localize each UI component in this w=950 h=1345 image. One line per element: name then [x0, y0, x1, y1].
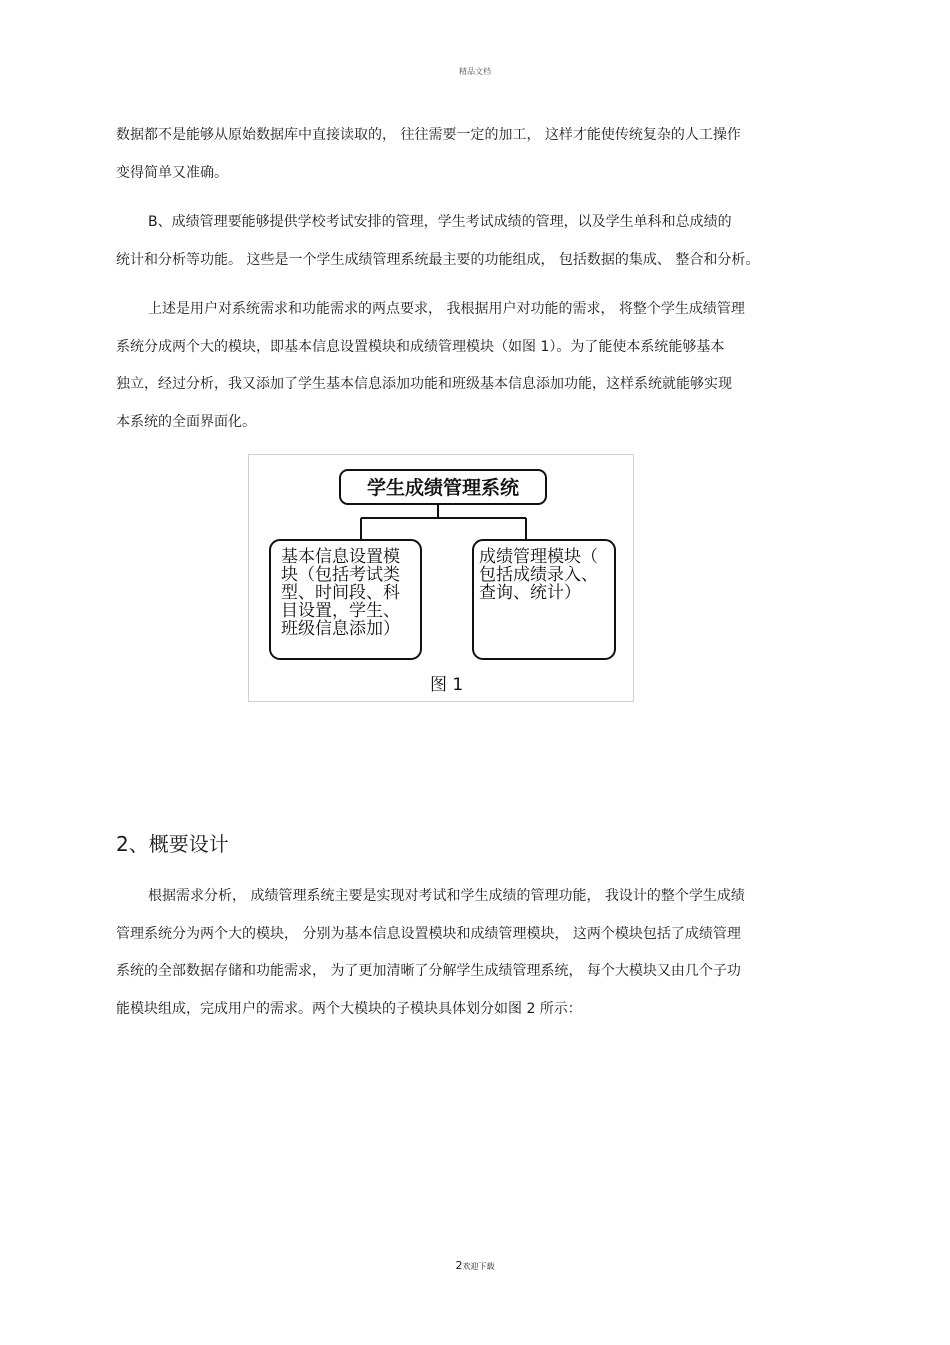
figure-1-diagram	[248, 454, 634, 702]
text-line: 本系统的全面界面化。	[116, 414, 256, 430]
text-line: 变得简单又准确。	[116, 165, 228, 181]
right-module-line: 包括成绩录入、	[479, 565, 598, 585]
text-line: 系统分成两个大的模块，即基本信息设置模块和成绩管理模块（如图 1）。为了能使本系统能够基本	[116, 339, 725, 355]
text-line: 数据都不是能够从原始数据库中直接读取的， 往往需要一定的加工， 这样才能使传统复杂的人工操作	[116, 127, 741, 143]
text-line: 能模块组成，完成用户的需求。两个大模块的子模块具体划分如图 2 所示：	[116, 1001, 582, 1017]
footer-text: 欢迎下载	[462, 1262, 495, 1271]
text-line: 根据需求分析， 成绩管理系统主要是实现对考试和学生成绩的管理功能， 我设计的整个学生成绩	[148, 888, 745, 904]
right-module-line: 查询、统计）	[479, 583, 581, 603]
text-line: 独立，经过分析，我又添加了学生基本信息添加功能和班级基本信息添加功能，这样系统就能够实现	[116, 376, 732, 392]
page-footer	[0, 1259, 950, 1272]
page-header: 精品文档	[459, 67, 491, 76]
left-module-line: 班级信息添加）	[281, 619, 400, 639]
left-module-line: 块（包括考试类	[281, 565, 400, 585]
figure-caption: 图 1	[430, 675, 464, 695]
left-module-line: 目设置，学生、	[281, 601, 400, 621]
text-line: 上述是用户对系统需求和功能需求的两点要求， 我根据用户对功能的需求， 将整个学生成绩管理	[148, 301, 745, 317]
page-number: 2	[455, 1259, 463, 1272]
root-node-label: 学生成绩管理系统	[366, 477, 520, 499]
text-line: 统计和分析等功能。 这些是一个学生成绩管理系统最主要的功能组成， 包括数据的集成、 整合和分析。	[116, 252, 760, 268]
section-heading: 2、概要设计	[116, 832, 229, 856]
text-line: B、成绩管理要能够提供学校考试安排的管理，学生考试成绩的管理，以及学生单科和总成绩的	[148, 214, 732, 230]
left-module-line: 型、时间段、科	[281, 583, 400, 603]
right-module-line: 成绩管理模块（	[479, 547, 598, 567]
text-line: 系统的全部数据存储和功能需求， 为了更加清晰了分解学生成绩管理系统， 每个大模块又由几个子功	[116, 963, 741, 979]
text-line: 管理系统分为两个大的模块， 分别为基本信息设置模块和成绩管理模块， 这两个模块包括了成绩管理	[116, 926, 741, 942]
left-module-line: 基本信息设置模	[281, 547, 400, 567]
